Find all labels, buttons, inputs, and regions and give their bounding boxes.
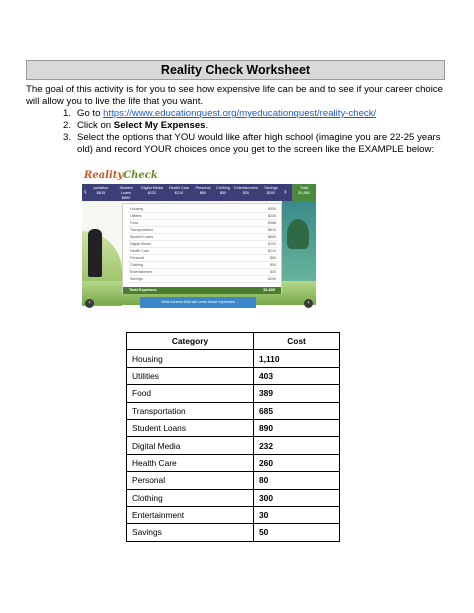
- nav-category[interactable]: Digital Media $132: [141, 186, 163, 195]
- step-number: 1.: [63, 108, 72, 119]
- expense-row: Utilities $236: [130, 214, 276, 218]
- next-arrow-icon[interactable]: ›: [304, 299, 313, 308]
- expense-category-nav: [82, 184, 316, 201]
- reality-check-link[interactable]: https://www.educationquest.org/myeducationquest/reality-check/: [103, 108, 377, 119]
- expense-row: Clothing $50: [130, 263, 276, 267]
- step-text: Go to: [77, 108, 104, 119]
- table-row: [127, 367, 340, 384]
- expense-row: Personal $80: [130, 256, 276, 260]
- worksheet-title-bar: [26, 60, 445, 80]
- step-number: 3.: [63, 132, 72, 143]
- nav-category[interactable]: Entertainment $30: [234, 186, 258, 195]
- nav-category[interactable]: Clothing $50: [216, 186, 230, 195]
- cost-cell: 30: [254, 506, 340, 523]
- table-row: [127, 385, 340, 402]
- nav-total: Total $1,880: [292, 184, 316, 201]
- nav-category[interactable]: Student Loans $890: [119, 186, 133, 200]
- person-silhouette: [88, 229, 102, 277]
- instruction-steps: [63, 108, 453, 156]
- step-suffix: .: [205, 120, 209, 131]
- step-1: [63, 108, 453, 120]
- expense-row: Transportation $615: [130, 228, 276, 232]
- total-expenses-row: Total Expenses $1,880: [123, 287, 281, 294]
- reality-check-logo: [84, 170, 158, 181]
- cost-cell: 80: [254, 472, 340, 489]
- nav-category[interactable]: portation $615: [93, 186, 109, 195]
- nav-category[interactable]: Savings $200: [264, 186, 278, 195]
- expenses-table: [126, 332, 340, 542]
- table-row: [127, 472, 340, 489]
- scenery-background: [82, 201, 316, 305]
- expense-row: Housing $555: [130, 207, 276, 211]
- table-row: [127, 506, 340, 523]
- logo-reality: Reality: [84, 170, 124, 181]
- expense-row: Food $388: [130, 221, 276, 225]
- cost-cell: 1,110: [254, 350, 340, 367]
- logo-check: Check: [123, 170, 158, 181]
- table-row: [127, 437, 340, 454]
- expense-row: Health Care $210: [130, 249, 276, 253]
- category-cell: Health Care: [127, 454, 254, 471]
- table-header-row: [127, 333, 340, 350]
- expense-row: Savings $200: [130, 277, 276, 281]
- screenshot-header: [82, 170, 316, 182]
- expense-list-panel: [122, 203, 282, 294]
- category-cell: Food: [127, 385, 254, 402]
- column-header-cost: Cost: [254, 333, 340, 350]
- category-cell: Digital Media: [127, 437, 254, 454]
- expense-row: Digital Media $132: [130, 242, 276, 246]
- view-careers-button[interactable]: View careers that will cover these expenses: [140, 297, 256, 308]
- category-cell: Student Loans: [127, 419, 254, 436]
- step-text: Select the options that YOU would like after high school (imagine you are 22-25 years old) and record YOUR choices once you get to the screen like the EXAMPLE below:: [77, 132, 441, 155]
- intro-paragraph: The goal of this activity is for you to see how expensive life can be and to see if your career choice will allow you to live the life that you want.: [26, 84, 444, 107]
- nav-prev-icon[interactable]: ‹: [84, 187, 87, 196]
- cost-cell: 890: [254, 419, 340, 436]
- category-cell: Personal: [127, 472, 254, 489]
- table-row: [127, 350, 340, 367]
- expense-row: Entertainment $30: [130, 270, 276, 274]
- cost-cell: 260: [254, 454, 340, 471]
- table-row: [127, 454, 340, 471]
- category-cell: Clothing: [127, 489, 254, 506]
- table-row: [127, 524, 340, 541]
- table-row: [127, 402, 340, 419]
- cost-cell: 403: [254, 367, 340, 384]
- category-cell: Utilities: [127, 367, 254, 384]
- cost-cell: 232: [254, 437, 340, 454]
- cost-cell: 300: [254, 489, 340, 506]
- worksheet-title: Reality Check Worksheet: [160, 63, 311, 77]
- prev-arrow-icon[interactable]: ‹: [85, 299, 94, 308]
- cost-cell: 50: [254, 524, 340, 541]
- table-row: [127, 419, 340, 436]
- step-3: [63, 132, 453, 156]
- tree-illustration: [287, 219, 309, 249]
- cost-cell: 685: [254, 402, 340, 419]
- column-header-category: Category: [127, 333, 254, 350]
- step-text: Click on: [77, 120, 114, 131]
- nav-category[interactable]: Health Care $210: [168, 186, 190, 195]
- category-cell: Housing: [127, 350, 254, 367]
- step-2: [63, 120, 453, 132]
- example-screenshot: [82, 170, 316, 315]
- category-cell: Transportation: [127, 402, 254, 419]
- step-bold-text: Select My Expenses: [113, 120, 206, 131]
- expense-row: Student Loans $890: [130, 235, 276, 239]
- nav-next-icon[interactable]: ›: [284, 187, 287, 196]
- table-row: [127, 489, 340, 506]
- step-number: 2.: [63, 120, 72, 131]
- cost-cell: 389: [254, 385, 340, 402]
- category-cell: Entertainment: [127, 506, 254, 523]
- category-cell: Savings: [127, 524, 254, 541]
- nav-category[interactable]: Personal $80: [195, 186, 211, 195]
